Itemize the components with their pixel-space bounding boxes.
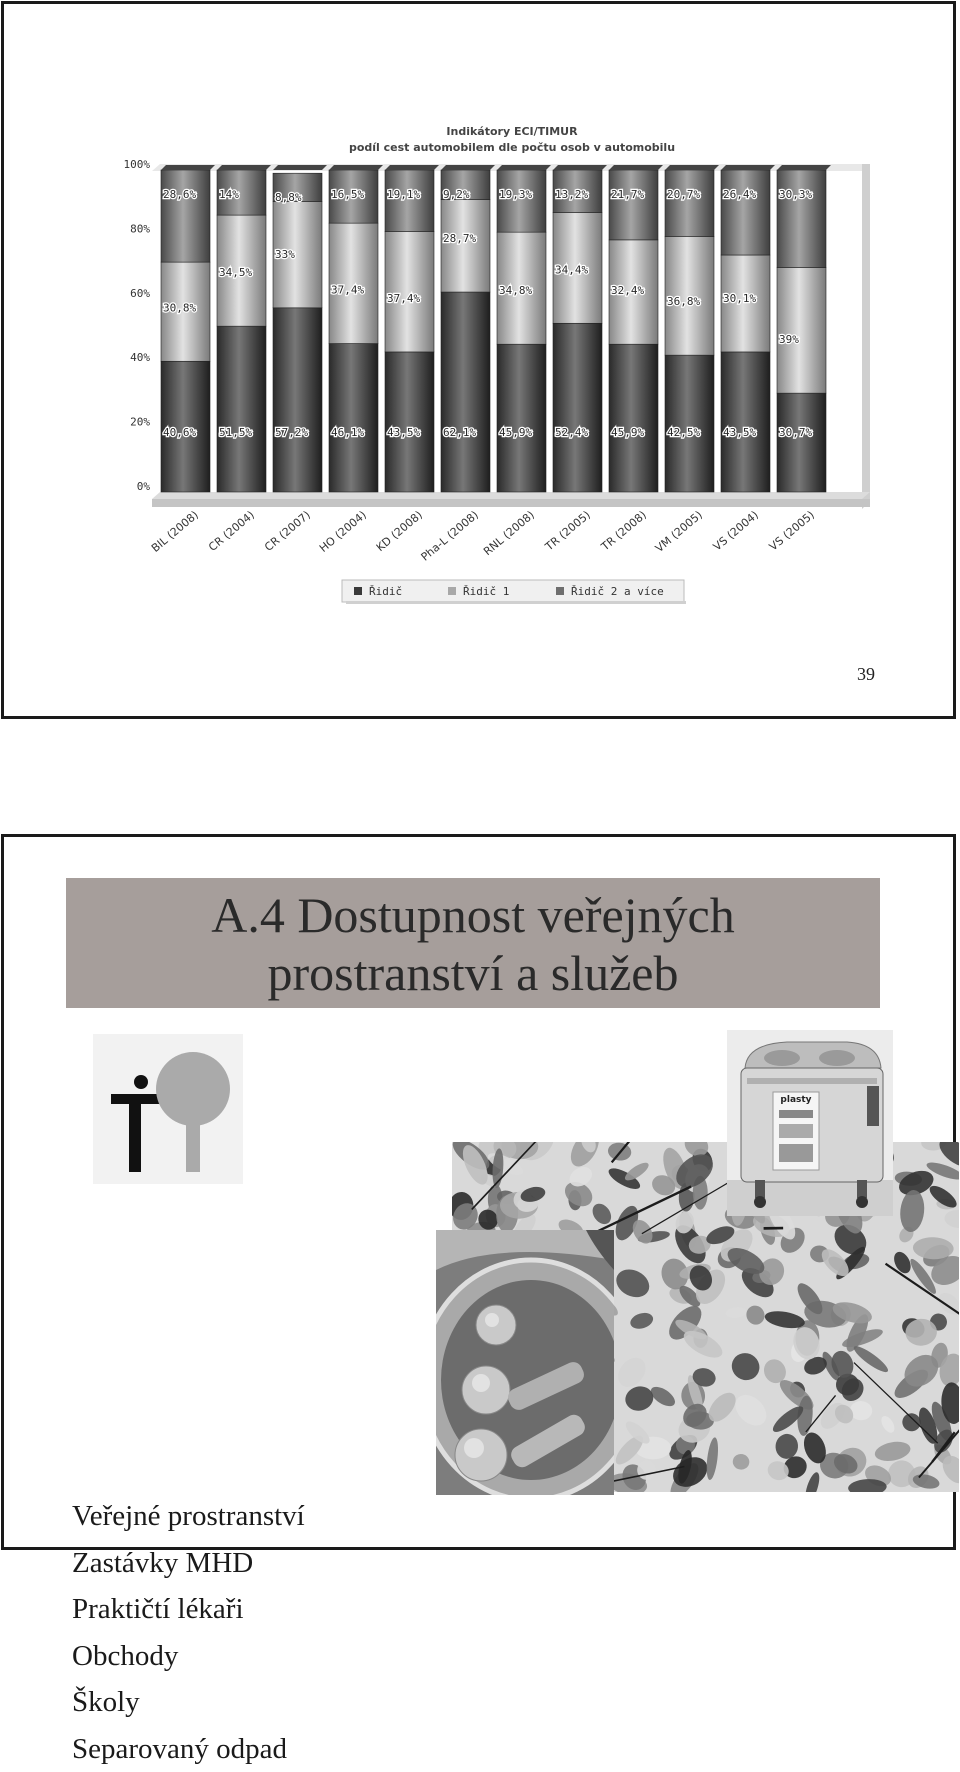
legend-swatch bbox=[354, 587, 362, 595]
data-label: 30,7% bbox=[779, 426, 812, 439]
x-tick-label: RNL (2008) bbox=[481, 508, 537, 558]
bar-top bbox=[777, 165, 831, 170]
y-axis bbox=[124, 158, 151, 493]
list-item-shops: Obchody bbox=[72, 1633, 305, 1680]
bar-segment bbox=[609, 170, 658, 240]
bar-segment bbox=[721, 352, 770, 492]
bar-segment bbox=[665, 355, 714, 492]
bar-segment bbox=[441, 292, 490, 492]
x-tick-label: VM (2005) bbox=[653, 508, 705, 555]
title-line-1: A.4 Dostupnost veřejných bbox=[66, 886, 880, 944]
data-label: 40,6% bbox=[163, 426, 196, 439]
data-label: 42,5% bbox=[667, 426, 700, 439]
data-label: 62,1% bbox=[443, 426, 476, 439]
data-label: 45,9% bbox=[499, 426, 532, 439]
bars-group bbox=[161, 165, 831, 492]
bar-segment bbox=[217, 326, 266, 492]
bar-segment bbox=[497, 344, 546, 492]
data-label: 30,1% bbox=[723, 292, 756, 305]
x-tick-label: HO (2004) bbox=[317, 508, 369, 555]
legend-label: Řidič 2 a více bbox=[571, 585, 664, 598]
data-label: 52,4% bbox=[555, 426, 588, 439]
x-tick-label: KD (2008) bbox=[374, 508, 425, 554]
bar-segment bbox=[777, 268, 826, 394]
data-label: 20,7% bbox=[667, 188, 700, 201]
x-tick-label: VS (2004) bbox=[711, 508, 761, 553]
slide-title bbox=[66, 886, 880, 1002]
data-label: 19,1% bbox=[387, 188, 420, 201]
bar-top bbox=[721, 165, 775, 170]
bar-top bbox=[665, 165, 719, 170]
data-label: 13,2% bbox=[555, 188, 588, 201]
data-label: 46,1% bbox=[331, 426, 364, 439]
bar-segment bbox=[385, 352, 434, 492]
chart-title: Indikátory ECI/TIMUR bbox=[446, 125, 578, 138]
legend-swatch bbox=[556, 587, 564, 595]
bar-segment bbox=[329, 344, 378, 492]
data-label: 45,9% bbox=[611, 426, 644, 439]
bar-segment bbox=[609, 344, 658, 492]
title-band bbox=[66, 878, 880, 1008]
bar-top bbox=[441, 165, 495, 170]
data-label: 43,5% bbox=[387, 426, 420, 439]
bar-top bbox=[329, 165, 383, 170]
bar-segment bbox=[497, 170, 546, 232]
x-tick-label: BIL (2008) bbox=[149, 508, 201, 555]
bar-top bbox=[217, 165, 271, 170]
y-tick-label: 20% bbox=[130, 416, 150, 429]
title-line-2: prostranství a služeb bbox=[66, 944, 880, 1002]
bar-segment bbox=[777, 393, 826, 492]
data-label: 57,2% bbox=[275, 426, 308, 439]
slide-public-spaces bbox=[1, 834, 956, 1550]
list-item-public-space: Veřejné prostranství bbox=[72, 1493, 305, 1540]
x-axis bbox=[149, 508, 817, 563]
y-tick-label: 40% bbox=[130, 351, 150, 364]
bar-segment bbox=[161, 170, 210, 262]
y-tick-label: 80% bbox=[130, 222, 150, 235]
snails-plate-photo bbox=[436, 1230, 614, 1495]
data-label: 34,4% bbox=[555, 263, 588, 276]
data-label: 43,5% bbox=[723, 426, 756, 439]
recycling-container-photo bbox=[727, 1030, 893, 1216]
data-label: 14% bbox=[219, 188, 239, 201]
data-label: 51,5% bbox=[219, 426, 252, 439]
data-label: 9,2% bbox=[443, 188, 470, 201]
list-item-doctors: Praktičtí lékaři bbox=[72, 1586, 305, 1633]
x-tick-label: TR (2008) bbox=[598, 508, 649, 554]
bar-top bbox=[161, 165, 215, 170]
x-tick-label: CR (2007) bbox=[262, 508, 313, 554]
data-label: 32,4% bbox=[611, 284, 644, 297]
bar-segment bbox=[441, 200, 490, 292]
bar-top bbox=[553, 165, 607, 170]
y-tick-label: 0% bbox=[137, 480, 151, 493]
bar-segment bbox=[665, 170, 714, 237]
data-label: 30,8% bbox=[163, 301, 196, 314]
bar-top bbox=[273, 165, 327, 170]
legend bbox=[342, 580, 686, 604]
data-label: 26,4% bbox=[723, 188, 756, 201]
bar-segment bbox=[721, 170, 770, 255]
container-label: plasty bbox=[780, 1095, 811, 1105]
data-label: 16,5% bbox=[331, 188, 364, 201]
data-label: 39% bbox=[779, 333, 799, 346]
x-tick-label: VS (2005) bbox=[767, 508, 817, 553]
bar-top bbox=[609, 165, 663, 170]
x-tick-label: TR (2005) bbox=[542, 508, 593, 554]
list-item-waste-separation: Separovaný odpad bbox=[72, 1726, 305, 1772]
data-label: 37,4% bbox=[387, 292, 420, 305]
data-label: 30,3% bbox=[779, 188, 812, 201]
bar-top bbox=[385, 165, 439, 170]
bar-segment bbox=[553, 323, 602, 492]
data-label: 8,8% bbox=[275, 191, 302, 204]
stacked-bar-chart bbox=[4, 4, 954, 716]
data-label: 37,4% bbox=[331, 284, 364, 297]
slide-chart bbox=[1, 1, 956, 719]
data-label: 36,8% bbox=[667, 295, 700, 308]
list-item-bus-stops: Zastávky MHD bbox=[72, 1540, 305, 1587]
data-label: 34,8% bbox=[499, 284, 532, 297]
bar-top bbox=[497, 165, 551, 170]
x-tick-label: Pha-L (2008) bbox=[419, 508, 481, 563]
legend-label: Řidič 1 bbox=[463, 585, 509, 598]
y-tick-label: 100% bbox=[124, 158, 151, 171]
data-label: 28,7% bbox=[443, 232, 476, 245]
data-label: 33% bbox=[275, 248, 295, 261]
service-list bbox=[72, 1493, 305, 1772]
data-label: 19,3% bbox=[499, 188, 532, 201]
public-space-pictogram-icon bbox=[93, 1034, 243, 1184]
bar-segment bbox=[273, 308, 322, 492]
legend-swatch bbox=[448, 587, 456, 595]
legend-label: Řidič bbox=[369, 585, 402, 598]
bar-segment bbox=[777, 170, 826, 268]
list-item-schools: Školy bbox=[72, 1679, 305, 1726]
chart-subtitle: podíl cest automobilem dle počtu osob v automobilu bbox=[349, 141, 675, 154]
data-label: 21,7% bbox=[611, 188, 644, 201]
page-number: 39 bbox=[857, 664, 875, 685]
x-tick-label: CR (2004) bbox=[206, 508, 257, 554]
data-label: 28,6% bbox=[163, 188, 196, 201]
y-tick-label: 60% bbox=[130, 287, 150, 300]
data-label: 34,5% bbox=[219, 266, 252, 279]
